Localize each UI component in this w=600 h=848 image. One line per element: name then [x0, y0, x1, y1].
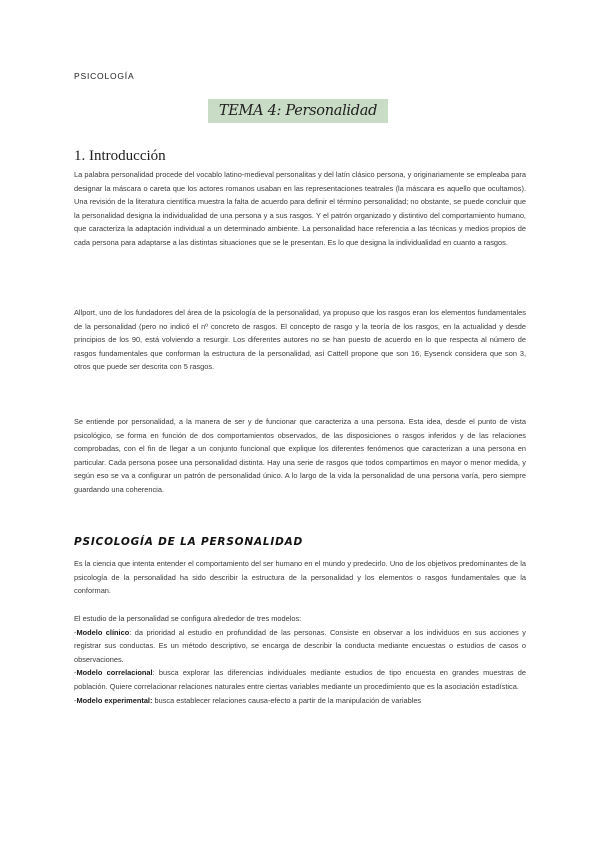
model-name: Modelo clínico: [76, 627, 130, 637]
paragraph: [74, 557, 526, 598]
list-item: -Modelo clínico: da prioridad al estudio en profundidad de las personas. Consiste en observar a los individuos en sus acciones y registrar sus conductas. Es un método descriptivo, se encarga de describir la conducta mediante encuestas o estudios de casos o observaciones.: [74, 627, 526, 664]
paragraph-text: Allport, uno de los fundadores del área de la psicología de la personalidad, ya propuso que los rasgos eran los elementos fundamentales de la personalidad (pero no indicó el nº concreto de rasgos. El concepto de rasgo y la teoría de los rasgos, en la actualidad y desde principios de los 90, está volviendo a resurgir. Los diferentes autores no se han puesto de acuerdo en lo que respecta al número de rasgos fundamentales que conforman la estructura de la personalidad, así Cattell propone que son 16, Eysenck considera que son 3, otros que puede ser descrita con 5 rasgos.: [74, 308, 526, 372]
list-item: -Modelo experimental: busca establecer relaciones causa-efecto a partir de la manipulación de variables: [74, 695, 422, 705]
paragraph: [74, 306, 526, 374]
models-intro: El estudio de la personalidad se configura alrededor de tres modelos:: [74, 614, 302, 623]
subject-header: PSICOLOGÍA: [74, 71, 135, 81]
models-list: [74, 612, 526, 707]
model-name: Modelo experimental:: [76, 695, 153, 705]
paragraph-text: Se entiende por personalidad, a la manera de ser y de funcionar que caracteriza a una persona. Esta idea, desde el punto de vista psicológico, se forma en función de dos comportamientos observados, de las disposiciones o rasgos inferidos y de las relaciones comprobadas, con el fin de llegar a un conjunto funcional que explique los diferentes fenómenos que caracterizan a una persona en particular. Cada persona posee una personalidad distinta. Hay una serie de rasgos que todos compartimos en mayor o menor medida, y según eso se va a configurar un patrón de personalidad único. A lo largo de la vida la personalidad de una persona varía, pero siempre guardando una coherencia.: [74, 417, 526, 494]
section-heading-introduction: 1. Introducción: [74, 148, 166, 164]
paragraph: [74, 168, 526, 250]
section-heading-personality-psychology: PSICOLOGÍA DE LA PERSONALIDAD: [74, 536, 304, 548]
paragraph-text: La palabra personalidad procede del vocablo latino-medieval personalitas y del latín clásico persona, y originariamente se empleaba para designar la máscara o careta que los actores romanos usaban en las representaciones teatrales (la máscara es aquello que ocultamos). Una revisión de la literatura científica muestra la falta de acuerdo para definir el término personalidad; no obstante, se puede concluir que la personalidad designa la individualidad de una persona y a sus rasgos. Y el patrón organizado y distintivo del comportamiento humano, que caracteriza la adaptación individual a un determinado ambiente. La personalidad hace referencia a las técnicas y medios propios de cada persona para adaptarse a las distintas situaciones que se le presentan. Es lo que designa la individualidad en cuanto a rasgos.: [74, 170, 526, 247]
model-name: Modelo correlacional: [76, 668, 153, 678]
title-highlight: [208, 99, 388, 123]
page-title: TEMA 4: Personalidad: [218, 103, 378, 119]
paragraph-text: Es la ciencia que intenta entender el comportamiento del ser humano en el mundo y predecirlo. Uno de los objetivos predominantes de la psicología de la personalidad ha sido describir la estructura de la personalidad y los elementos o rasgos fundamentales que la conforman.: [74, 559, 526, 596]
list-item: -Modelo correlacional: busca explorar las diferencias individuales mediante estudios de tipo encuesta en grandes muestras de población. Quiere correlacionar relaciones naturales entre ciertas variables mediante un procedimiento que es la asociación estadística.: [74, 668, 526, 691]
paragraph: [74, 415, 526, 497]
